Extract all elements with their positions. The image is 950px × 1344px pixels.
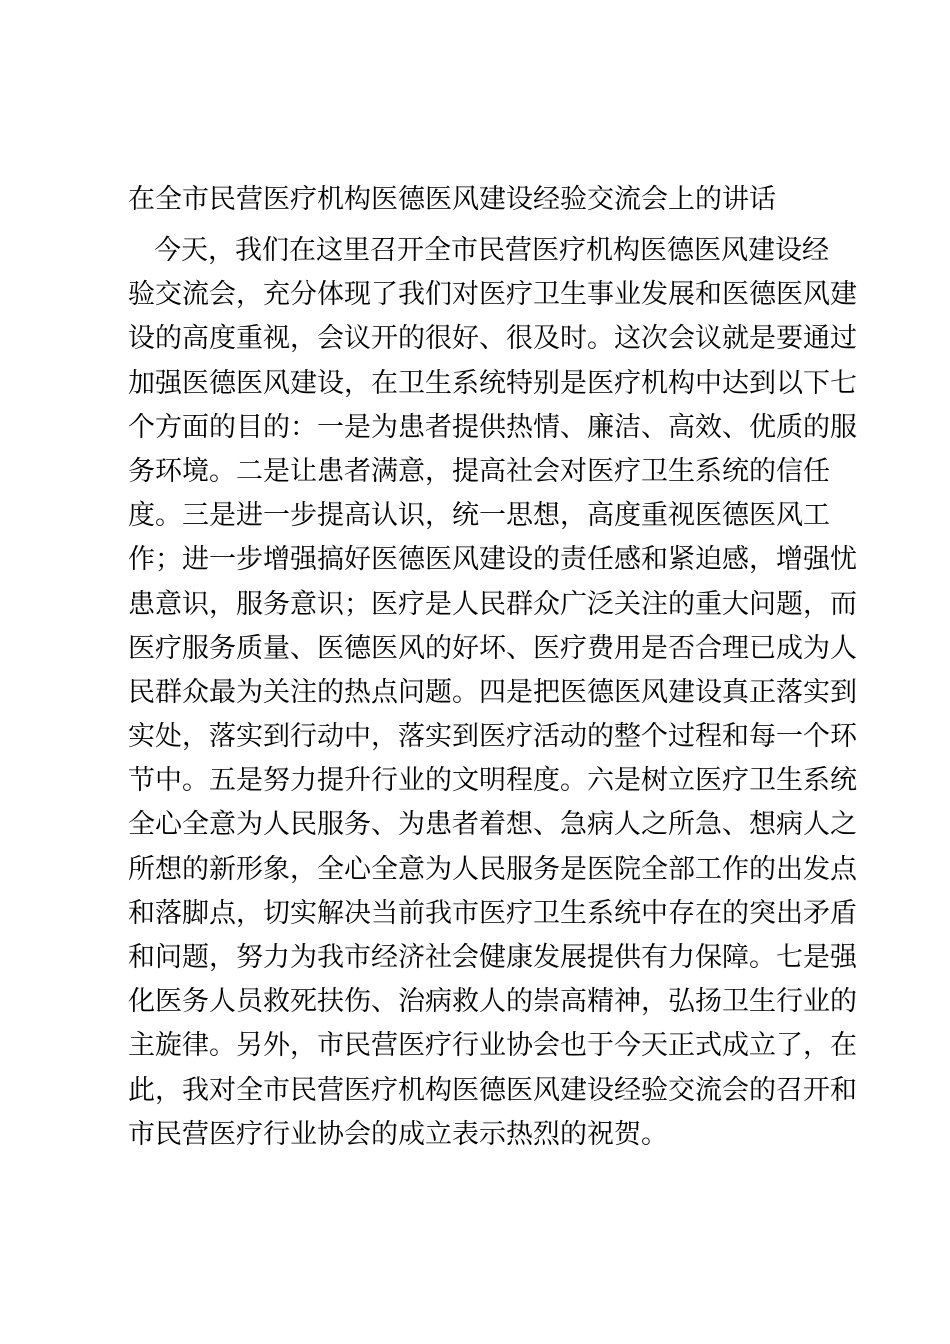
body-line: 实处，落实到行动中，落实到医疗活动的整个过程和每一个环 [128, 721, 857, 753]
body-line: 主旋律。另外，市民营医疗行业协会也于今天正式成立了，在 [128, 1030, 857, 1062]
body-line: 和落脚点，切实解决当前我市医疗卫生系统中存在的突出矛盾 [128, 897, 857, 929]
body-line: 今天，我们在这里召开全市民营医疗机构医德医风建设经 [154, 235, 829, 266]
document-body [128, 229, 857, 1157]
body-line: 所想的新形象，全心全意为人民服务是医院全部工作的出发点 [128, 853, 857, 885]
body-line: 化医务人员救死扶伤、治病救人的崇高精神，弘扬卫生行业的 [128, 986, 857, 1018]
body-line: 此，我对全市民营医疗机构医德医风建设经验交流会的召开和 [128, 1074, 857, 1106]
body-line: 患意识，服务意识；医疗是人民群众广泛关注的重大问题，而 [128, 588, 857, 620]
body-line: 加强医德医风建设，在卫生系统特别是医疗机构中达到以下七 [128, 367, 857, 399]
body-line: 验交流会，充分体现了我们对医疗卫生事业发展和医德医风建 [128, 279, 857, 311]
body-line: 度。三是进一步提高认识，统一思想，高度重视医德医风工 [128, 500, 830, 532]
body-line: 市民营医疗行业协会的成立表示热烈的祝贺。 [128, 1118, 668, 1150]
body-line: 全心全意为人民服务、为患者着想、急病人之所急、想病人之 [128, 809, 857, 841]
body-line: 节中。五是努力提升行业的文明程度。六是树立医疗卫生系统 [128, 765, 857, 797]
body-line: 务环境。二是让患者满意，提高社会对医疗卫生系统的信任 [128, 455, 830, 487]
body-line: 设的高度重视，会议开的很好、很及时。这次会议就是要通过 [128, 323, 857, 355]
document-title: 在全市民营医疗机构医德医风建设经验交流会上的讲话 [128, 184, 776, 215]
body-line: 民群众最为关注的热点问题。四是把医德医风建设真正落实到 [128, 676, 857, 708]
body-line: 医疗服务质量、医德医风的好坏、医疗费用是否合理已成为人 [128, 632, 857, 664]
body-line: 个方面的目的：一是为患者提供热情、廉洁、高效、优质的服 [128, 411, 857, 443]
body-line: 作；进一步增强搞好医德医风建设的责任感和紧迫感，增强忧 [128, 544, 857, 576]
body-line: 和问题，努力为我市经济社会健康发展提供有力保障。七是强 [128, 942, 857, 973]
